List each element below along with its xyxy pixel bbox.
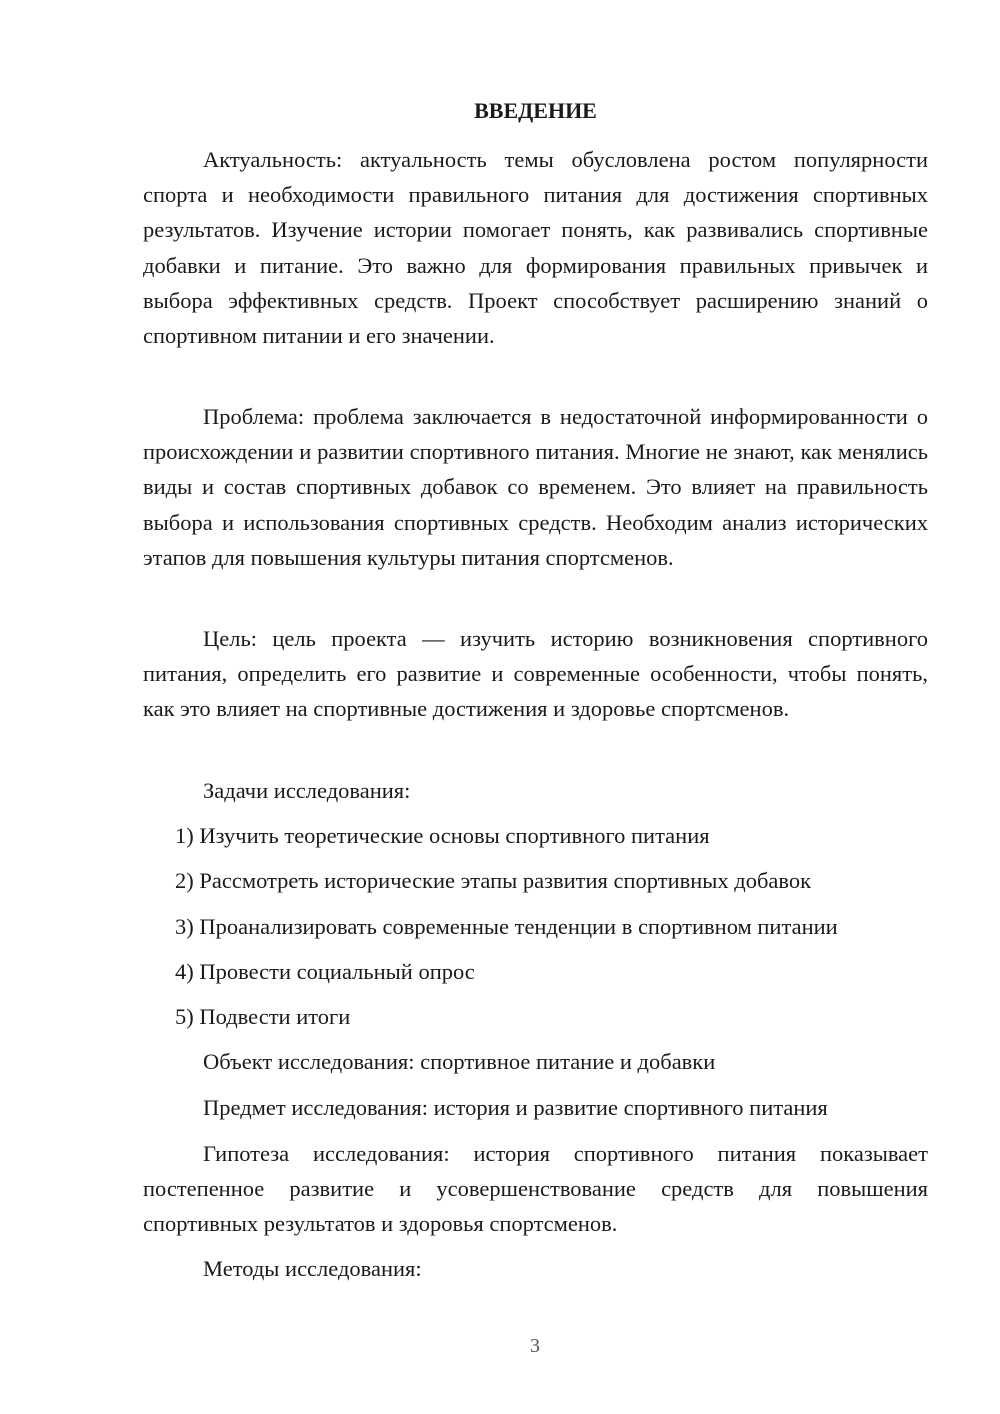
tasks-heading: Задачи исследования:: [203, 778, 411, 803]
goal-paragraph: Цель: цель проекта — изучить историю возникновения спортивного питания, определить его развитие и современные особенности, чтобы понять, как это влияет на спортивные достижения и здоровье спортсменов.: [143, 626, 928, 722]
task-list-item: 5) Подвести итоги: [175, 1004, 351, 1029]
hypothesis-paragraph: Гипотеза исследования: история спортивного питания показывает постепенное развитие и усовершенствование средств для повышения спортивных результатов и здоровья спортсменов.: [143, 1141, 928, 1237]
page-number: 3: [530, 1335, 540, 1357]
problem-paragraph: Проблема: проблема заключается в недостаточной информированности о происхождении и развитии спортивного питания. Многие не знают, как менялись виды и состав спортивных добавок со временем. Это влияет на правильность выбора и использования спортивных средств. Необходим анализ исторических этапов для повышения культуры питания спортсменов.: [143, 404, 928, 570]
task-list-item: 2) Рассмотреть исторические этапы развития спортивных добавок: [175, 868, 812, 893]
methods-heading: Методы исследования:: [203, 1256, 422, 1281]
task-list-item: 3) Проанализировать современные тенденции в спортивном питании: [175, 914, 838, 939]
research-subject: Предмет исследования: история и развитие спортивного питания: [203, 1095, 828, 1120]
task-list-item: 4) Провести социальный опрос: [175, 959, 475, 984]
task-list-item: 1) Изучить теоретические основы спортивного питания: [175, 823, 710, 848]
research-object: Объект исследования: спортивное питание и добавки: [203, 1049, 716, 1074]
relevance-paragraph: Актуальность: актуальность темы обусловлена ростом популярности спорта и необходимости правильного питания для достижения спортивных результатов. Изучение истории помогает понять, как развивались спортивные добавки и питание. Это важно для формирования правильных привычек и выбора эффективных средств. Проект способствует расширению знаний о спортивном питании и его значении.: [143, 147, 928, 349]
section-heading: ВВЕДЕНИЕ: [474, 98, 597, 123]
